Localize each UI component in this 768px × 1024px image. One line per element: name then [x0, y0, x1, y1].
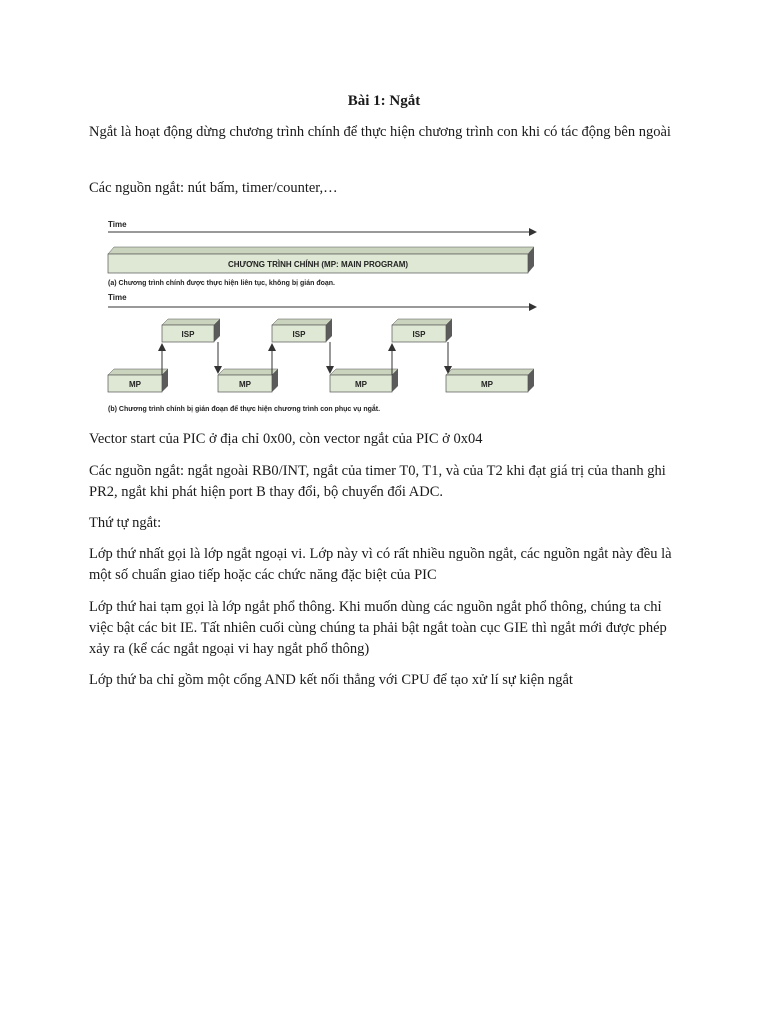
paragraph-layer-1: Lớp thứ nhất gọi là lớp ngắt ngoại vi. Lớp này vì có rất nhiều nguồn ngắt, các nguồn ngắt này đều là một số chuẩn giao tiếp hoặc các chức năng đặc biệt của PIC: [89, 546, 672, 583]
paragraph-vector: Vector start của PIC ở địa chỉ 0x00, còn vector ngắt của PIC ở 0x04: [89, 431, 483, 447]
isp-label-3: ISP: [412, 330, 426, 339]
paragraph-layer-2: Lớp thứ hai tạm gọi là lớp ngắt phổ thông. Khi muốn dùng các nguồn ngắt phổ thông, chúng ta chỉ việc bật các bit IE. Tất nhiên cuối cùng chúng ta phải bật ngắt toàn cục GIE thì ngắt mới được phép xảy ra (kể các ngắt ngoại vi hay ngắt phổ thông): [89, 599, 667, 657]
flow-arrows: [162, 342, 448, 375]
interrupt-timing-diagram: [104, 214, 544, 418]
mp-box-2: [218, 369, 278, 392]
isp-label-1: ISP: [181, 330, 195, 339]
time-label-b: Time: [108, 293, 127, 302]
diagram-svg: [104, 214, 544, 418]
main-bar-label: CHƯƠNG TRÌNH CHÍNH (MP: MAIN PROGRAM): [227, 260, 409, 269]
paragraph-sources: Các nguồn ngắt: nút bấm, timer/counter,…: [89, 180, 338, 196]
isp-label-2: ISP: [292, 330, 306, 339]
isp-box-3: [392, 319, 452, 342]
mp-box-4: [446, 369, 534, 392]
caption-b: (b) Chương trình chính bị gián đoạn để thực hiện chương trình con phục vụ ngắt.: [108, 406, 381, 413]
mp-box-1: [108, 369, 168, 392]
mp-label-2: MP: [239, 380, 251, 389]
mp-label-3: MP: [355, 380, 367, 389]
paragraph-layer-3: Lớp thứ ba chỉ gồm một cổng AND kết nối thẳng với CPU để tạo xử lí sự kiện ngắt: [89, 672, 573, 688]
time-label-a: Time: [108, 220, 127, 229]
mp-label-1: MP: [129, 380, 141, 389]
paragraph-definition: Ngắt là hoạt động dừng chương trình chính để thực hiện chương trình con khi có tác động bên ngoài: [89, 124, 671, 140]
paragraph-interrupt-sources: Các nguồn ngắt: ngắt ngoài RB0/INT, ngắt của timer T0, T1, và của T2 khi đạt giá trị của thanh ghi PR2, ngắt khi phát hiện port B thay đổi, bộ chuyển đổi ADC.: [89, 463, 666, 500]
main-program-bar: [108, 247, 534, 273]
paragraph-order: Thứ tự ngắt:: [89, 515, 162, 531]
mp-box-3: [330, 369, 398, 392]
mp-label-4: MP: [481, 380, 493, 389]
isp-box-1: [162, 319, 220, 342]
document-title: Bài 1: Ngắt: [347, 93, 421, 109]
caption-a: (a) Chương trình chính được thực hiện liên tục, không bị gián đoạn.: [108, 280, 335, 287]
isp-box-2: [272, 319, 332, 342]
